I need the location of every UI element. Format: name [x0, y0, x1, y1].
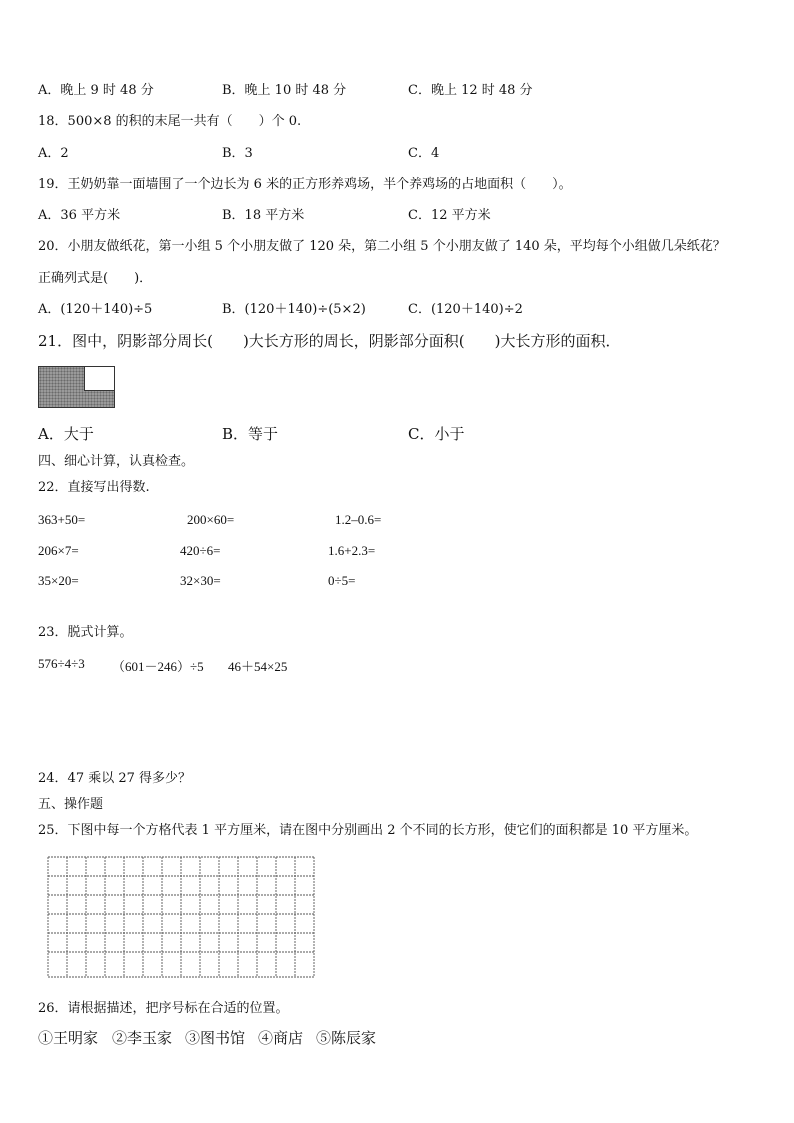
q24-stem: 24．47 乘以 27 得多少？ — [38, 771, 192, 786]
q26-stem: 26．请根据描述，把序号标在合适的位置。 — [38, 1001, 289, 1016]
q19-stem: 19．王奶奶靠一面墙围了一个边长为 6 米的正方形养鸡场，半个养鸡场的占地面积（ ）。 — [38, 177, 572, 192]
cutout-square — [84, 366, 115, 391]
q21-stem: 21．图中，阴影部分周长( )大长方形的周长，阴影部分面积( )大长方形的面积． — [38, 332, 621, 350]
q20-stem-2: 正确列式是( )． — [38, 271, 153, 286]
shaded-rectangle-figure — [38, 366, 115, 408]
section-4-heading: 四、细心计算，认真检查。 — [38, 454, 195, 469]
section-5-heading: 五、操作题 — [38, 797, 104, 812]
q22-item: 1.6+2.3= — [328, 543, 376, 558]
square-grid — [47, 856, 315, 980]
q23-expression: （601－246）÷5 — [112, 659, 204, 674]
q26-place: ④商店 — [258, 1029, 304, 1047]
q22-item: 200×60= — [187, 512, 235, 527]
q20-option-c: C．(120＋140)÷2 — [408, 302, 523, 317]
q23-expression: 46＋54×25 — [228, 659, 288, 674]
q26-place: ②李玉家 — [112, 1029, 173, 1047]
q20-option-a: A．(120＋140)÷5 — [38, 302, 153, 317]
q18-option-a: A．2 — [38, 146, 69, 161]
q22-item: 363+50= — [38, 512, 86, 527]
q26-place: ③图书馆 — [185, 1029, 246, 1047]
q26-place: ①王明家 — [38, 1029, 99, 1047]
q23-expression: 576÷4÷3 — [38, 656, 85, 671]
q21-option-a: A．大于 — [38, 425, 94, 443]
q23-stem: 23．脱式计算。 — [38, 625, 133, 640]
q19-option-b: B．18 平方米 — [222, 208, 305, 223]
q18-stem: 18．500×8 的积的末尾一共有（ ）个 0. — [38, 114, 302, 129]
q22-item: 0÷5= — [328, 573, 356, 588]
q17-option-a: A．晚上 9 时 48 分 — [38, 83, 154, 98]
q22-item: 420÷6= — [180, 543, 221, 558]
q20-stem: 20．小朋友做纸花，第一小组 5 个小朋友做了 120 朵，第二小组 5 个小朋友做了 140 朵，平均每个小组做几朵纸花？ — [38, 239, 726, 254]
q18-option-c: C．4 — [408, 146, 440, 161]
q18-option-b: B．3 — [222, 146, 253, 161]
q22-stem: 22．直接写出得数. — [38, 480, 150, 495]
q19-option-c: C．12 平方米 — [408, 208, 491, 223]
q22-item: 206×7= — [38, 543, 79, 558]
q26-place: ⑤陈辰家 — [316, 1029, 377, 1047]
q21-option-c: C．小于 — [408, 425, 465, 443]
q20-option-b: B．(120＋140)÷(5×2) — [222, 302, 366, 317]
q22-item: 1.2–0.6= — [335, 512, 382, 527]
q21-option-b: B．等于 — [222, 425, 279, 443]
q22-item: 32×30= — [180, 573, 221, 588]
q17-option-c: C．晚上 12 时 48 分 — [408, 83, 533, 98]
q22-item: 35×20= — [38, 573, 79, 588]
q25-stem: 25．下图中每一个方格代表 1 平方厘米，请在图中分别画出 2 个不同的长方形，使它们的面积都是 10 平方厘米。 — [38, 823, 698, 838]
q19-option-a: A．36 平方米 — [38, 208, 121, 223]
q17-option-b: B．晚上 10 时 48 分 — [222, 83, 347, 98]
